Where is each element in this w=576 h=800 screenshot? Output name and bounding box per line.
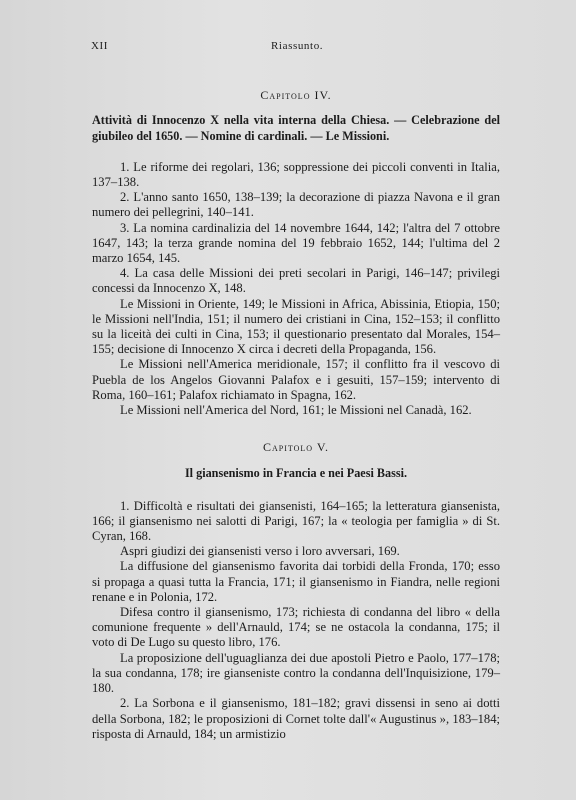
page-number: XII bbox=[91, 40, 109, 52]
chapter-4-paragraph-4: 4. La casa delle Missioni dei preti secolari in Parigi, 146–147; privilegi concessi da Innocenzo X, 148. bbox=[92, 266, 500, 296]
chapter-4-paragraph-3: 3. La nomina cardinalizia del 14 novembre 1644, 142; l'altra del 7 ottobre 1647, 143; la terza grande nomina del 19 febbraio 1652, 144; l'ultima del 2 marzo 1654, 145. bbox=[92, 220, 500, 266]
running-title: Riassunto. bbox=[271, 40, 324, 52]
chapter-4-paragraph-1: 1. Le riforme dei regolari, 136; soppressione dei piccoli conventi in Italia, 137–138. bbox=[92, 159, 500, 189]
chapter-4-paragraph-7: Le Missioni nell'America del Nord, 161; le Missioni nel Canadà, 162. bbox=[120, 403, 472, 418]
text-block bbox=[92, 88, 500, 742]
chapter-5-paragraph-4: Difesa contro il giansenismo, 173; richiesta di condanna del libro « della comunione frequente » dell'Arnauld, 174; se ne ostacola la condanna, 175; il voto di De Lugo su questo libro, 176. bbox=[92, 605, 500, 650]
chapter-4-paragraph-2: 2. L'anno santo 1650, 138–139; la decorazione di piazza Navona e il gran numero dei pellegrini, 140–141. bbox=[92, 190, 500, 220]
chapter-5-paragraph-5: La proposizione dell'uguaglianza dei due apostoli Pietro e Paolo, 177–178; la sua condanna, 178; ire gianseniste contro la condanna dell'Inquisizione, 179–180. bbox=[92, 650, 500, 696]
chapter-5-title: Il giansenismo in Francia e nei Paesi Bassi. bbox=[184, 466, 408, 481]
chapter-4-paragraph-5: Le Missioni in Oriente, 149; le Missioni in Africa, Abissinia, Etiopia, 150; le Missioni nell'India, 151; il numero dei cristiani in Cina, 152–153; il conflitto su la liceità dei culti in Cina, 153; il questionario presentato dal Morales, 154–155; decisione di Innocenzo X circa i decreti della Propaganda, 156. bbox=[92, 296, 500, 357]
chapter-5-paragraph-6: 2. La Sorbona e il giansenismo, 181–182; gravi dissensi in seno ai dotti della Sorbona, 182; le proposizioni di Cornet tolte dall'« Augustinus », 183–184; risposta di Arnauld, 184; un armistizio bbox=[92, 696, 500, 741]
chapter-5-paragraph-1: 1. Difficoltà e risultati dei giansenisti, 164–165; la letteratura giansenista, 166; il giansenismo nei salotti di Parigi, 167; la « teologia per famiglia » di St. Cyran, 168. bbox=[92, 498, 500, 544]
chapter-4-paragraph-6: Le Missioni nell'America meridionale, 157; il conflitto fra il vescovo di Puebla de los Angelos Giovanni Palafox e i gesuiti, 157–159; intervento di Roma, 160–161; Palafox richiamato in Spagna, 162. bbox=[92, 357, 500, 402]
chapter-4-title: Attività di Innocenzo X nella vita interna della Chiesa. — Celebrazione del giubileo del 1650. — Nomine di cardinali. — Le Missioni. bbox=[92, 113, 500, 143]
chapter-4-heading: Capitolo IV. bbox=[260, 88, 332, 102]
chapter-5-paragraph-2: Aspri giudizi dei giansenisti verso i loro avversari, 169. bbox=[120, 544, 400, 559]
chapter-5-heading: Capitolo V. bbox=[263, 440, 329, 455]
chapter-5-paragraph-3: La diffusione del giansenismo favorita dai torbidi della Fronda, 170; esso si propaga a quasi tutta la Francia, 171; il giansenismo in Fiandra, nelle regioni renane e in Polonia, 172. bbox=[92, 559, 500, 604]
